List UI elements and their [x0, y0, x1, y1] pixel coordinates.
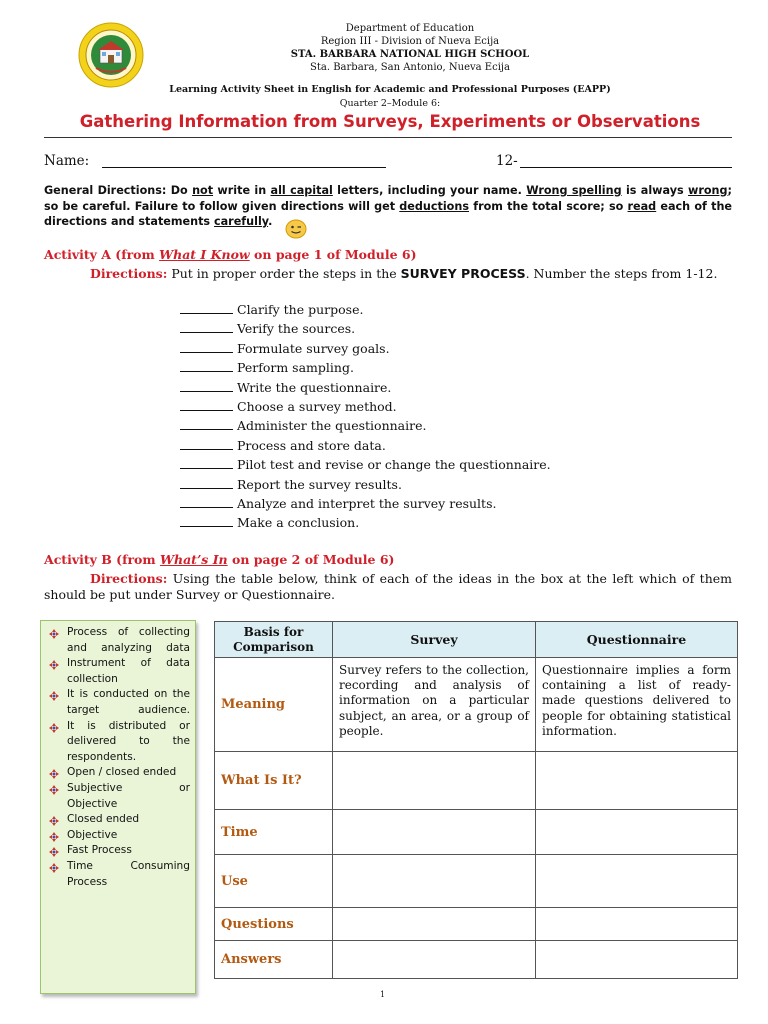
questionnaire-cell[interactable] — [536, 941, 738, 979]
section-field[interactable] — [520, 167, 732, 168]
table-row — [215, 752, 738, 810]
gd-text-2: write in — [213, 184, 271, 197]
activity-a-suffix: on page 1 of Module 6) — [249, 247, 417, 262]
list-item — [45, 719, 190, 766]
gd-text-3: letters, including your name. — [332, 184, 527, 197]
comparison-table — [214, 621, 738, 979]
questionnaire-cell[interactable] — [536, 752, 738, 810]
idea-text: Process of collecting and analyzing data — [67, 626, 190, 654]
step-text: Clarify the purpose. — [237, 302, 364, 317]
idea-text: Objective — [67, 828, 118, 841]
survey-cell[interactable] — [333, 941, 536, 979]
survey-process-text: SURVEY PROCESS — [400, 266, 526, 281]
answer-blank[interactable] — [180, 456, 233, 469]
list-item — [180, 513, 551, 532]
list-item — [45, 859, 190, 890]
table-row — [215, 908, 738, 941]
school-name: STA. BARBARA NATIONAL HIGH SCHOOL — [290, 49, 530, 60]
questionnaire-cell[interactable]: Questionnaire implies a form containing a list of ready-made questions delivered to people for obtaining statistical information. — [536, 658, 738, 752]
general-directions — [44, 183, 732, 230]
list-item — [180, 300, 551, 319]
answer-blank[interactable] — [180, 417, 233, 430]
answer-blank[interactable] — [180, 398, 233, 411]
list-item — [180, 436, 551, 455]
list-item — [180, 397, 551, 416]
list-item — [45, 812, 190, 828]
row-label: Answers — [215, 941, 333, 979]
list-item — [180, 319, 551, 338]
idea-text: Closed ended — [67, 813, 140, 826]
table-header-row — [215, 622, 738, 658]
four-arrow-bullet-icon — [49, 863, 59, 873]
school-address: Sta. Barbara, San Antonio, Nueva Ecija — [310, 62, 510, 73]
step-text: Pilot test and revise or change the questionnaire. — [237, 457, 551, 473]
activity-b-directions-label: Directions: — [90, 571, 168, 586]
idea-text: Time Consuming Process — [67, 859, 190, 888]
four-arrow-bullet-icon — [49, 629, 59, 639]
department-text: Department of Education — [345, 23, 475, 34]
list-item — [45, 765, 190, 781]
survey-cell[interactable] — [333, 855, 536, 908]
activity-a-directions — [44, 266, 732, 282]
list-item — [45, 828, 190, 844]
survey-cell[interactable]: Survey refers to the collection, recording and analysis of information on a particular subject, an area, or a group of people. — [333, 658, 536, 752]
activity-a-ref: What I Know — [159, 247, 250, 262]
step-text: Formulate survey goals. — [237, 340, 390, 356]
header-questionnaire: Questionnaire — [536, 622, 738, 658]
gd-text-1: Do — [166, 184, 193, 197]
list-item — [45, 656, 190, 687]
page-title: Gathering Information from Surveys, Experiments or Observations — [79, 112, 701, 131]
answer-blank[interactable] — [180, 301, 233, 314]
survey-cell[interactable] — [333, 908, 536, 941]
list-item — [180, 416, 551, 435]
school-seal-logo — [78, 22, 144, 88]
idea-text: Subjective or Objective — [67, 781, 190, 810]
table-row — [215, 855, 738, 908]
list-item — [180, 475, 551, 494]
answer-blank[interactable] — [180, 379, 233, 392]
activity-b-directions — [44, 571, 732, 603]
gd-text-5: ; so be careful. Failure to follow given directions will get — [44, 184, 733, 213]
list-item — [180, 455, 551, 474]
step-text: Perform sampling. — [237, 360, 354, 376]
answer-blank[interactable] — [180, 320, 233, 333]
idea-text: It is distributed or delivered to the respondents. — [67, 719, 190, 763]
step-text: Make a conclusion. — [237, 515, 360, 531]
survey-cell[interactable] — [333, 810, 536, 855]
answer-blank[interactable] — [180, 340, 233, 353]
header-basis: Basis for Comparison — [215, 622, 333, 658]
activity-b-heading — [44, 552, 394, 567]
gd-text-7: each of the directions and statements — [44, 199, 733, 229]
title-divider — [44, 137, 732, 138]
step-text: Administer the questionnaire. — [237, 418, 427, 434]
gd-text-6: from the total score; so — [469, 199, 628, 213]
row-label: Use — [215, 855, 333, 908]
activity-b-suffix: on page 2 of Module 6) — [227, 552, 395, 567]
step-text: Write the questionnaire. — [237, 379, 392, 395]
activity-b-ref: What’s In — [159, 552, 228, 567]
gd-text-4: is always — [621, 184, 689, 197]
step-text: Verify the sources. — [237, 321, 356, 337]
step-text: Choose a survey method. — [237, 398, 397, 414]
list-item — [180, 339, 551, 358]
idea-text: Fast Process — [67, 844, 132, 857]
activity-b-dir-text: Using the table below, think of each of the ideas in the box at the left which of them should be put under Survey or Questionnaire. — [44, 571, 732, 602]
winking-smiley-icon — [285, 219, 307, 239]
gd-not: not — [192, 184, 214, 197]
page-number: 1 — [380, 990, 386, 999]
answer-blank[interactable] — [180, 514, 233, 527]
questionnaire-cell[interactable] — [536, 908, 738, 941]
table-row — [215, 810, 738, 855]
four-arrow-bullet-icon — [49, 785, 59, 795]
row-label: Questions — [215, 908, 333, 941]
questionnaire-cell[interactable] — [536, 810, 738, 855]
table-row — [215, 658, 738, 752]
general-directions-label: General Directions: — [44, 184, 167, 197]
gd-wrong: wrong — [688, 184, 728, 197]
row-label: Time — [215, 810, 333, 855]
region-text: Region III - Division of Nueva Ecija — [320, 36, 500, 47]
gd-text-8: . — [268, 215, 273, 229]
name-field[interactable] — [102, 167, 386, 168]
four-arrow-bullet-icon — [49, 816, 59, 826]
activity-a-prefix: Activity A (from — [44, 247, 160, 262]
four-arrow-bullet-icon — [49, 769, 59, 779]
row-label: What Is It? — [215, 752, 333, 810]
answer-blank[interactable] — [180, 476, 233, 489]
four-arrow-bullet-icon — [49, 832, 59, 842]
name-label: Name: — [44, 153, 90, 169]
step-text: Report the survey results. — [237, 476, 402, 492]
gd-read: read — [627, 199, 657, 213]
header-survey: Survey — [333, 622, 536, 658]
idea-text: It is conducted on the target audience. — [67, 688, 190, 716]
list-item — [45, 687, 190, 718]
gd-deductions: deductions — [399, 199, 469, 213]
activity-a-dir-text-2: . Number the steps from 1-12. — [525, 266, 718, 281]
gd-wrong-spelling: Wrong spelling — [526, 184, 622, 197]
survey-cell[interactable] — [333, 752, 536, 810]
four-arrow-bullet-icon — [49, 847, 59, 857]
ideas-box — [40, 620, 196, 994]
gd-all-capital: all capital — [270, 184, 333, 197]
four-arrow-bullet-icon — [49, 660, 59, 670]
step-text: Process and store data. — [237, 437, 386, 453]
questionnaire-cell[interactable] — [536, 855, 738, 908]
list-item — [45, 781, 190, 812]
list-item — [45, 625, 190, 656]
activity-b-prefix: Activity B (from — [44, 552, 160, 567]
table-row — [215, 941, 738, 979]
list-item — [180, 378, 551, 397]
section-label: 12- — [496, 153, 518, 169]
answer-blank[interactable] — [180, 437, 233, 450]
four-arrow-bullet-icon — [49, 691, 59, 701]
gd-carefully: carefully — [214, 215, 269, 229]
four-arrow-bullet-icon — [49, 723, 59, 733]
list-item — [180, 494, 551, 513]
step-text: Analyze and interpret the survey results. — [237, 495, 497, 511]
activity-a-directions-label: Directions: — [90, 266, 168, 281]
row-label: Meaning — [215, 658, 333, 752]
idea-text: Instrument of data collection — [67, 657, 190, 685]
activity-a-heading — [44, 247, 416, 262]
answer-blank[interactable] — [180, 495, 233, 508]
idea-text: Open / closed ended — [67, 766, 177, 779]
sheet-title: Learning Activity Sheet in English for Academic and Professional Purposes (EAPP) — [169, 84, 611, 95]
list-item — [180, 358, 551, 377]
survey-steps-list — [180, 300, 551, 533]
activity-a-dir-text-1: Put in proper order the steps in the — [167, 266, 401, 281]
list-item — [45, 843, 190, 859]
quarter-module: Quarter 2–Module 6: — [339, 98, 441, 109]
answer-blank[interactable] — [180, 359, 233, 372]
